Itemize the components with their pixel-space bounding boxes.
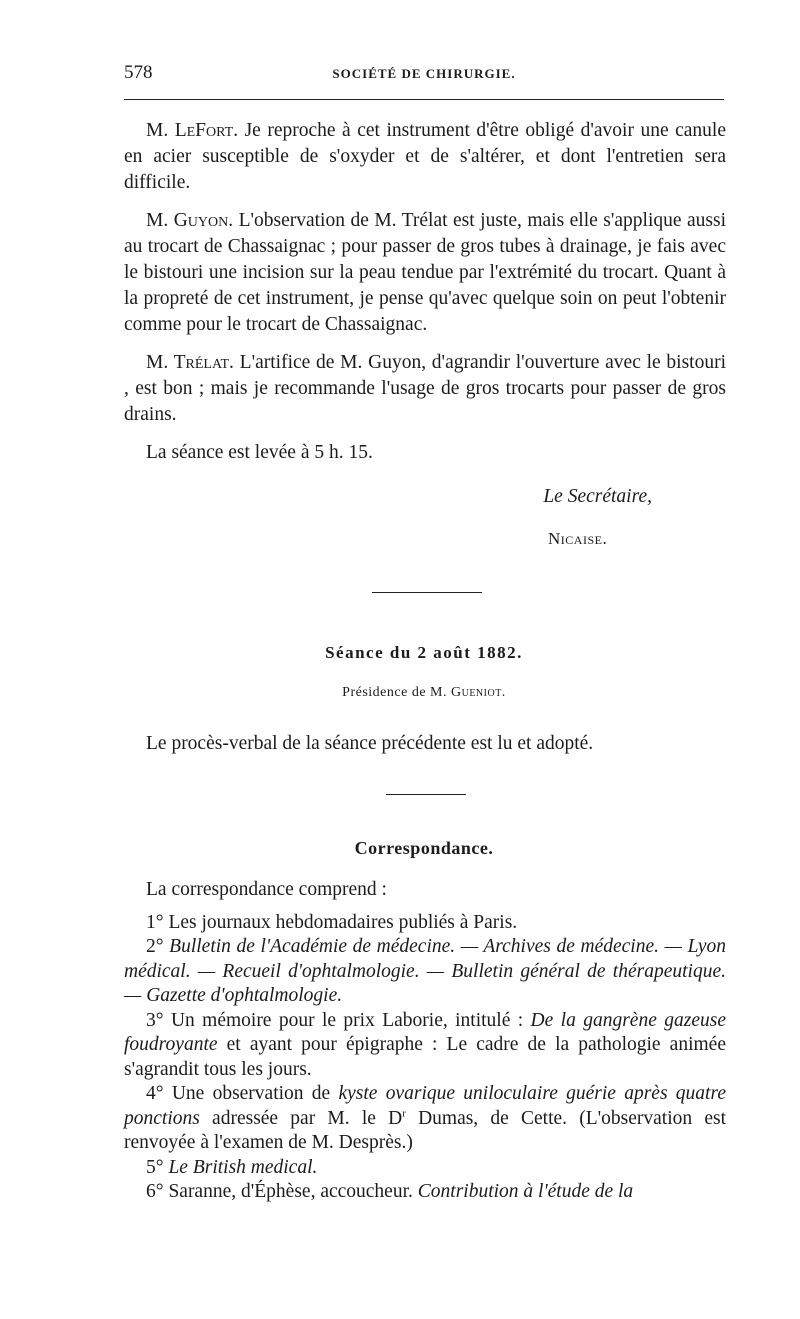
paragraph-text: L'artifice de M. Guyon, d'agrandir l'ouverture avec le bistouri , est bon ; mais je recommande l'usage de gros trocarts pour passer de gros drains. [124, 352, 726, 425]
section-divider [386, 794, 466, 795]
list-item [124, 1156, 726, 1181]
item-number: 6° [146, 1181, 164, 1202]
item-text: et ayant pour épigraphe : Le cadre de la pathologie animée s'agrandit tous les jours. [124, 1034, 726, 1080]
item-text: adressée par M. le D [199, 1107, 403, 1129]
item-title: kyste ovarique uniloculaire guérie après quatre ponctions [124, 1083, 726, 1129]
item-number: 1° [146, 911, 164, 933]
signature-role: Le Secrétaire, [543, 486, 652, 507]
item-number: 5° [146, 1156, 164, 1178]
paragraph-text: L'observation de M. Trélat est juste, mais elle s'applique aussi au trocart de Chassaignac ; pour passer de gros tubes à drainage, je fais avec le bistouri une incision sur la peau tendue par l'extrémité du trocart. Quant à la propreté de cet instrument, je pense qu'avec quelque soin on peut l'obtenir comme pour le trocart de Chassaignac. [124, 210, 726, 335]
paragraph-guyon [124, 208, 726, 338]
item-text: Saranne, d'Éphèse, accoucheur. [163, 1181, 418, 1202]
item-superscript: r [402, 1107, 406, 1119]
item-number: 4° [146, 1083, 164, 1104]
speaker-name: M. Trélat. [146, 352, 234, 373]
page-number: 578 [124, 62, 153, 83]
paragraph-trelat [124, 350, 726, 428]
item-text: Bulletin de l'Académie de médecine. — Archives de médecine. — Lyon médical. — Recueil d'ophtalmologie. — Bulletin général de thérapeutique. — Gazette d'ophtalmologie. [124, 936, 726, 1006]
item-text: Dumas, de Cette. (L'observation est renvoyée à l'examen de M. Desprès.) [124, 1107, 726, 1153]
item-number: 3° [146, 1009, 164, 1031]
discussion-block [124, 118, 726, 466]
correspondance-block [124, 878, 726, 1205]
paragraph-lefort [124, 118, 726, 196]
item-title: De la gangrène gazeuse foudroyante [124, 1009, 726, 1055]
speaker-name: M. LeFort. [146, 120, 239, 141]
presidence-label: Présidence de M. [342, 685, 451, 700]
item-title: Contribution à l'étude de la [417, 1181, 634, 1202]
proces-verbal: Le procès-verbal de la séance précédente est lu et adopté. [146, 733, 594, 754]
item-text: Le British medical. [163, 1156, 318, 1178]
section-divider [372, 592, 482, 593]
header-rule [124, 99, 724, 100]
president-name: Gueniot. [450, 685, 506, 700]
paragraph-text: Je reproche à cet instrument d'être obligé d'avoir une canule en acier susceptible de s'oxyder et de s'altérer, et dont l'entretien sera difficile. [124, 120, 726, 193]
item-number: 2° [146, 936, 164, 957]
correspondance-title: Correspondance. [354, 838, 494, 858]
list-item [124, 935, 726, 1009]
paragraph-closing [124, 440, 726, 466]
running-title: SOCIÉTÉ DE CHIRURGIE. [332, 66, 516, 81]
list-item [124, 911, 726, 936]
paragraph-text: La séance est levée à 5 h. 15. [146, 442, 373, 463]
list-item [124, 1180, 726, 1205]
signature-name: Nicaise. [548, 529, 608, 548]
list-item [124, 1009, 726, 1083]
presidence-line [124, 685, 724, 701]
item-text: Une observation de [163, 1083, 339, 1104]
list-item [124, 1082, 726, 1156]
item-text: Les journaux hebdomadaires publiés à Paris. [163, 911, 518, 933]
item-text: Un mémoire pour le prix Laborie, intitulé : [163, 1009, 531, 1031]
speaker-name: M. Guyon. [146, 210, 234, 231]
page-header [124, 62, 724, 86]
correspondance-intro: La correspondance comprend : [146, 879, 387, 900]
seance-title: Séance du 2 août 1882. [325, 643, 523, 662]
